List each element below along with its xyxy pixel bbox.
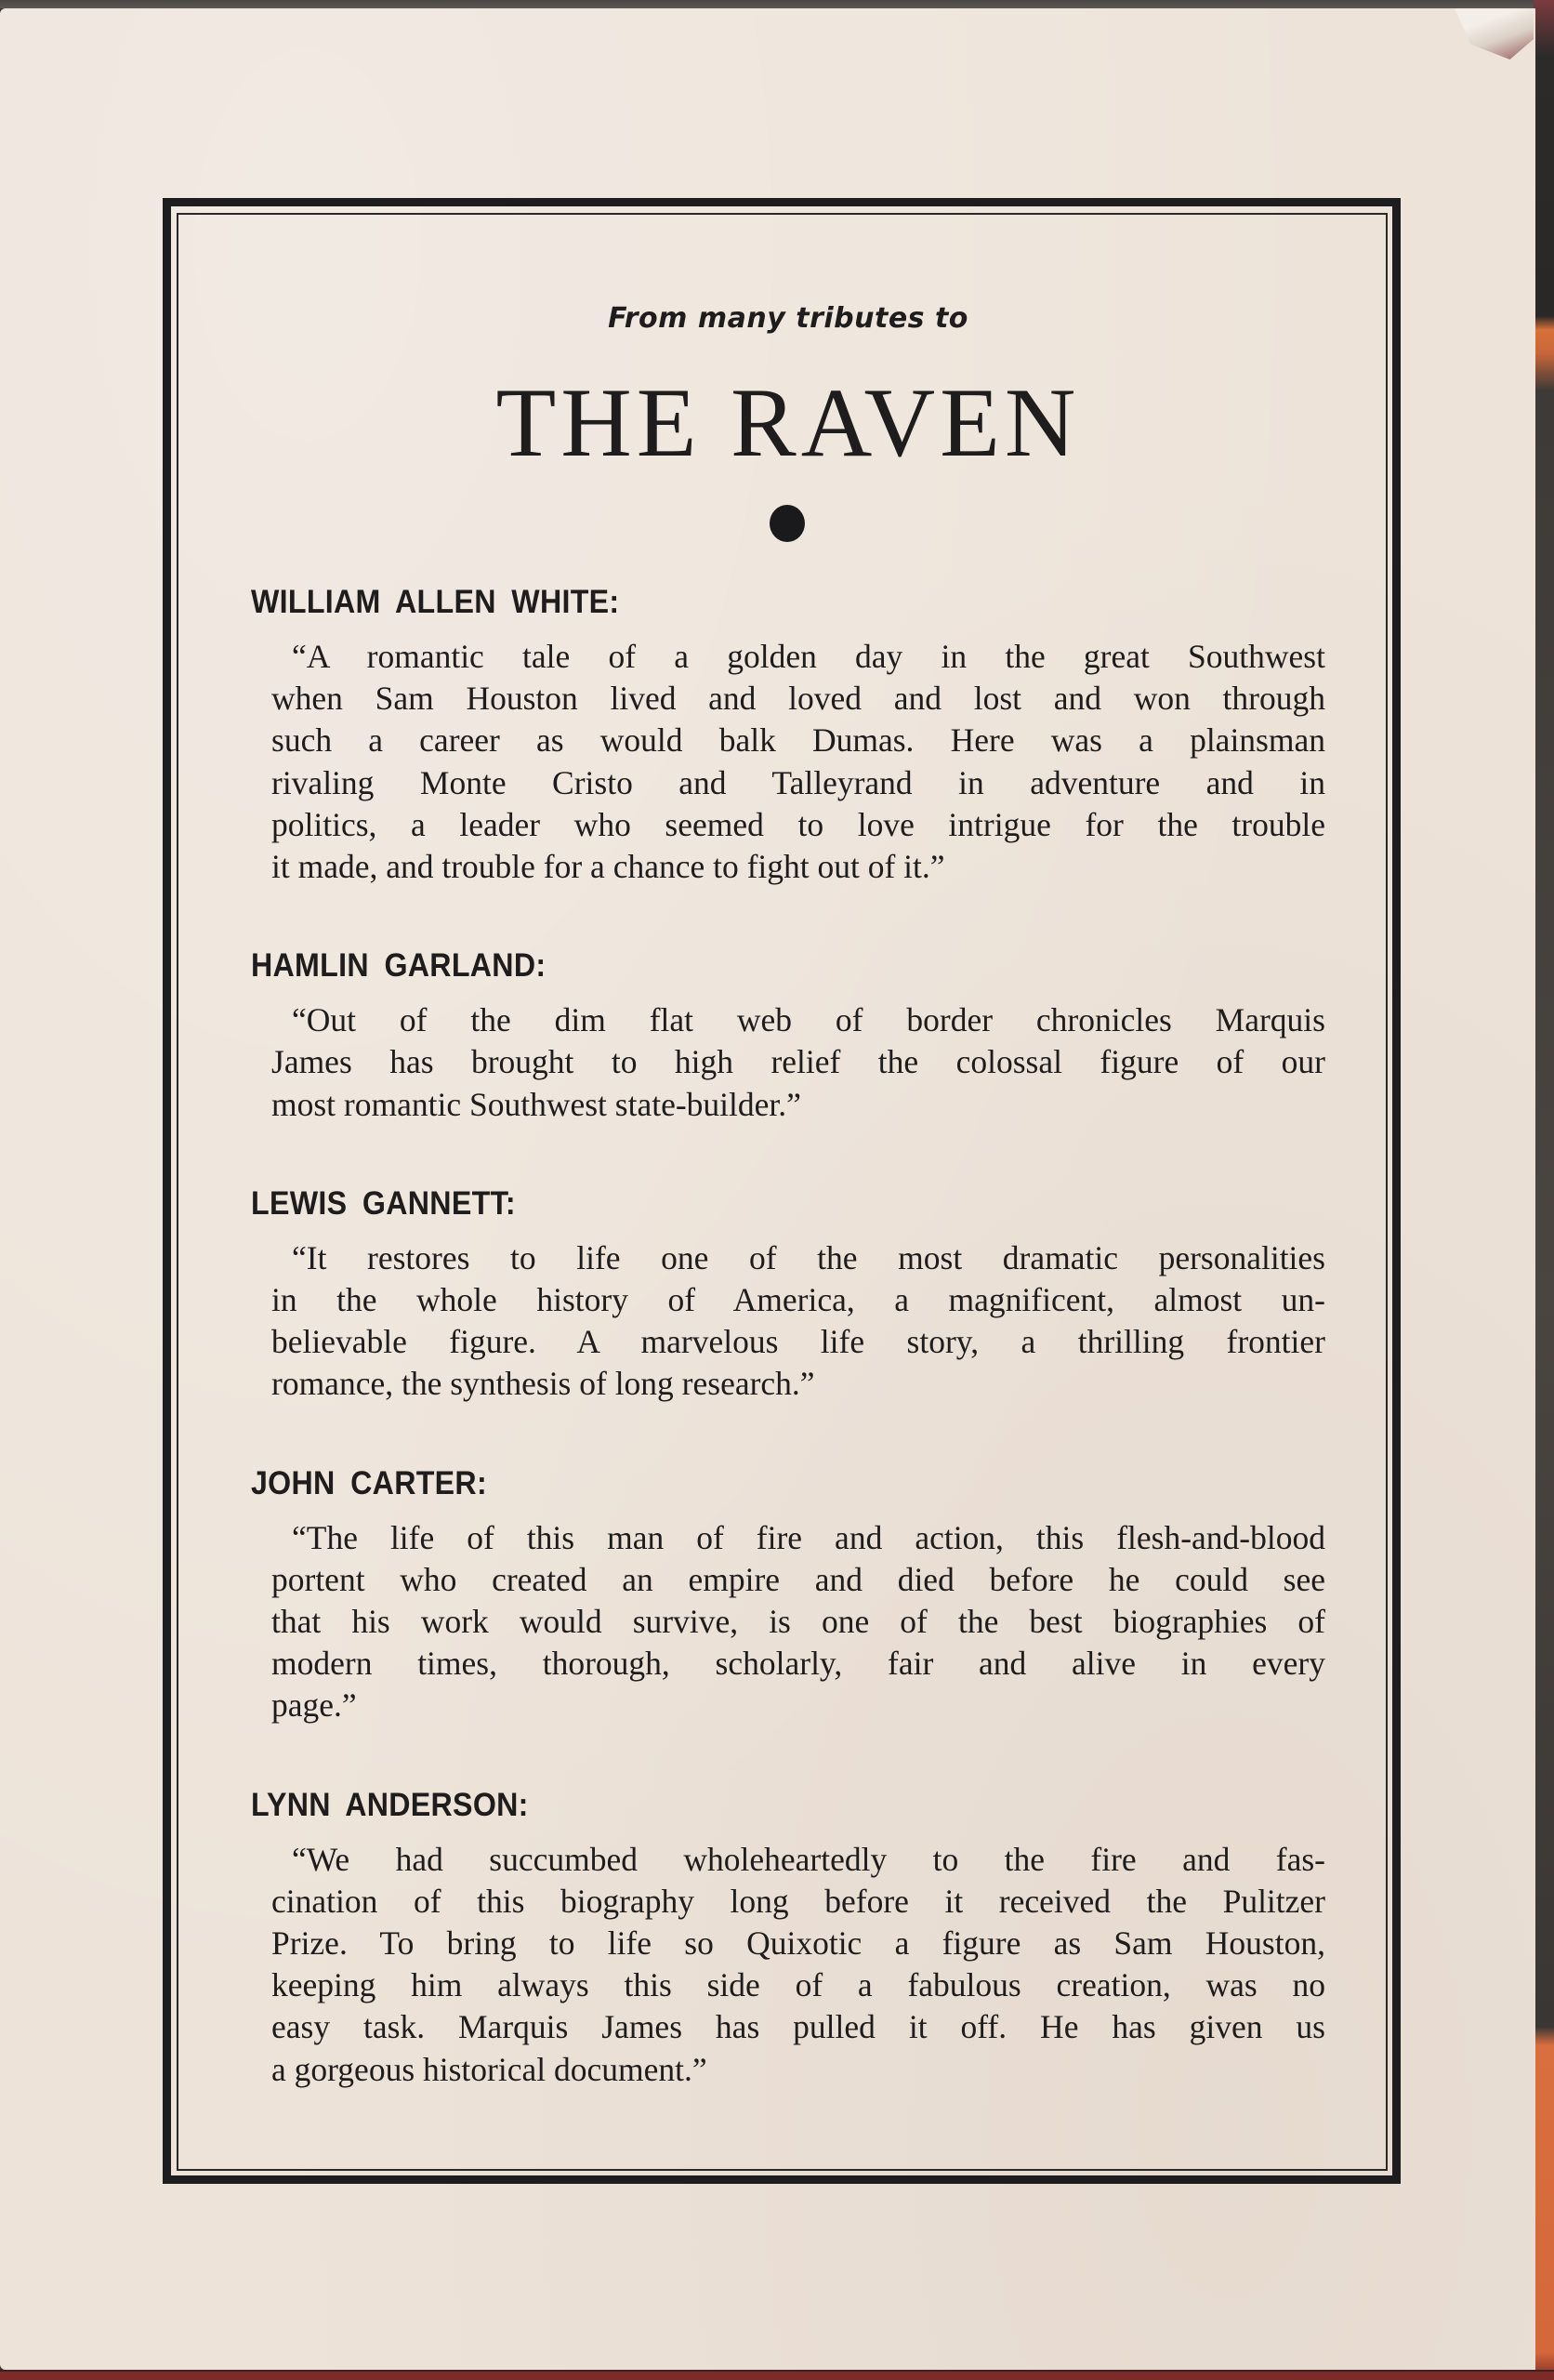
bullet-ornament-icon (770, 505, 805, 542)
quote-line: portent who created an empire and died before he could see (271, 1560, 1325, 1598)
quote-line: keeping him always this side of a fabulous creation, was no (271, 1966, 1325, 2004)
quote-line: “Out of the dim flat web of border chronicles Marquis (292, 1001, 1325, 1039)
quote-line: modern times, thorough, scholarly, fair and alive in every (271, 1645, 1325, 1683)
jacket-spine-edge (1534, 0, 1554, 2380)
quote-line: it made, and trouble for a chance to fight out of it.” (271, 848, 945, 886)
scan-top-edge (0, 0, 1554, 8)
quote-line: cination of this biography long before it received the Pulitzer (271, 1882, 1325, 1920)
book-title: THE RAVEN (495, 368, 1081, 477)
quote-line: believable figure. A marvelous life story, a thrilling frontier (271, 1323, 1325, 1361)
quote-line: such a career as would balk Dumas. Here was a plainsman (271, 721, 1325, 760)
quote-line: “It restores to life one of the most dramatic personalities (292, 1238, 1325, 1276)
tribute-author: JOHN CARTER: (251, 1464, 487, 1501)
quote-line: “A romantic tale of a golden day in the great Southwest (292, 638, 1325, 675)
tribute-author: WILLIAM ALLEN WHITE: (251, 584, 620, 620)
tribute-john-carter (251, 1461, 1325, 1727)
scan-bottom-edge (0, 2370, 1554, 2380)
quote-line: easy task. Marquis James has pulled it off. He has given us (271, 2008, 1325, 2046)
quote-line: when Sam Houston lived and loved and lost and won through (271, 680, 1325, 718)
quote-line: page.” (271, 1686, 357, 1725)
tribute-author: LEWIS GANNETT: (251, 1184, 516, 1222)
quote-line: “The life of this man of fire and action, this flesh-and-blood (292, 1518, 1325, 1556)
subtitle: From many tributes to (608, 302, 968, 335)
tribute-lewis-gannett (251, 1181, 1325, 1406)
tribute-quote (251, 999, 1325, 1126)
quote-line: Prize. To bring to life so Quixotic a figure as Sam Houston, (271, 1924, 1325, 1963)
quote-line: politics, a leader who seemed to love intrigue for the trouble (271, 805, 1325, 843)
quote-line: in the whole history of America, a magnificent, almost un- (271, 1281, 1325, 1319)
quote-line: most romantic Southwest state-builder.” (271, 1085, 801, 1123)
tribute-quote (251, 1839, 1325, 2091)
quote-line: that his work would survive, is one of the best biographies of (271, 1603, 1325, 1641)
quote-line: James has brought to high relief the colossal figure of our (271, 1043, 1325, 1081)
tribute-author: HAMLIN GARLAND: (251, 947, 547, 985)
tribute-lynn-anderson (251, 1782, 1325, 2091)
quote-line: a gorgeous historical document.” (271, 2050, 707, 2088)
tribute-william-allen-white (251, 579, 1325, 888)
tribute-quote (251, 1237, 1325, 1406)
tribute-quote (251, 1517, 1325, 1727)
quote-line: rivaling Monte Cristo and Talleyrand in adventure and in (271, 763, 1325, 801)
quote-line: romance, the synthesis of long research.” (271, 1365, 815, 1403)
tribute-list (251, 579, 1325, 2091)
tribute-hamlin-garland (251, 943, 1325, 1126)
tribute-author: LYNN ANDERSON: (251, 1786, 529, 1823)
quote-line: “We had succumbed wholeheartedly to the fire and fas- (292, 1840, 1325, 1878)
tribute-quote (251, 636, 1325, 888)
